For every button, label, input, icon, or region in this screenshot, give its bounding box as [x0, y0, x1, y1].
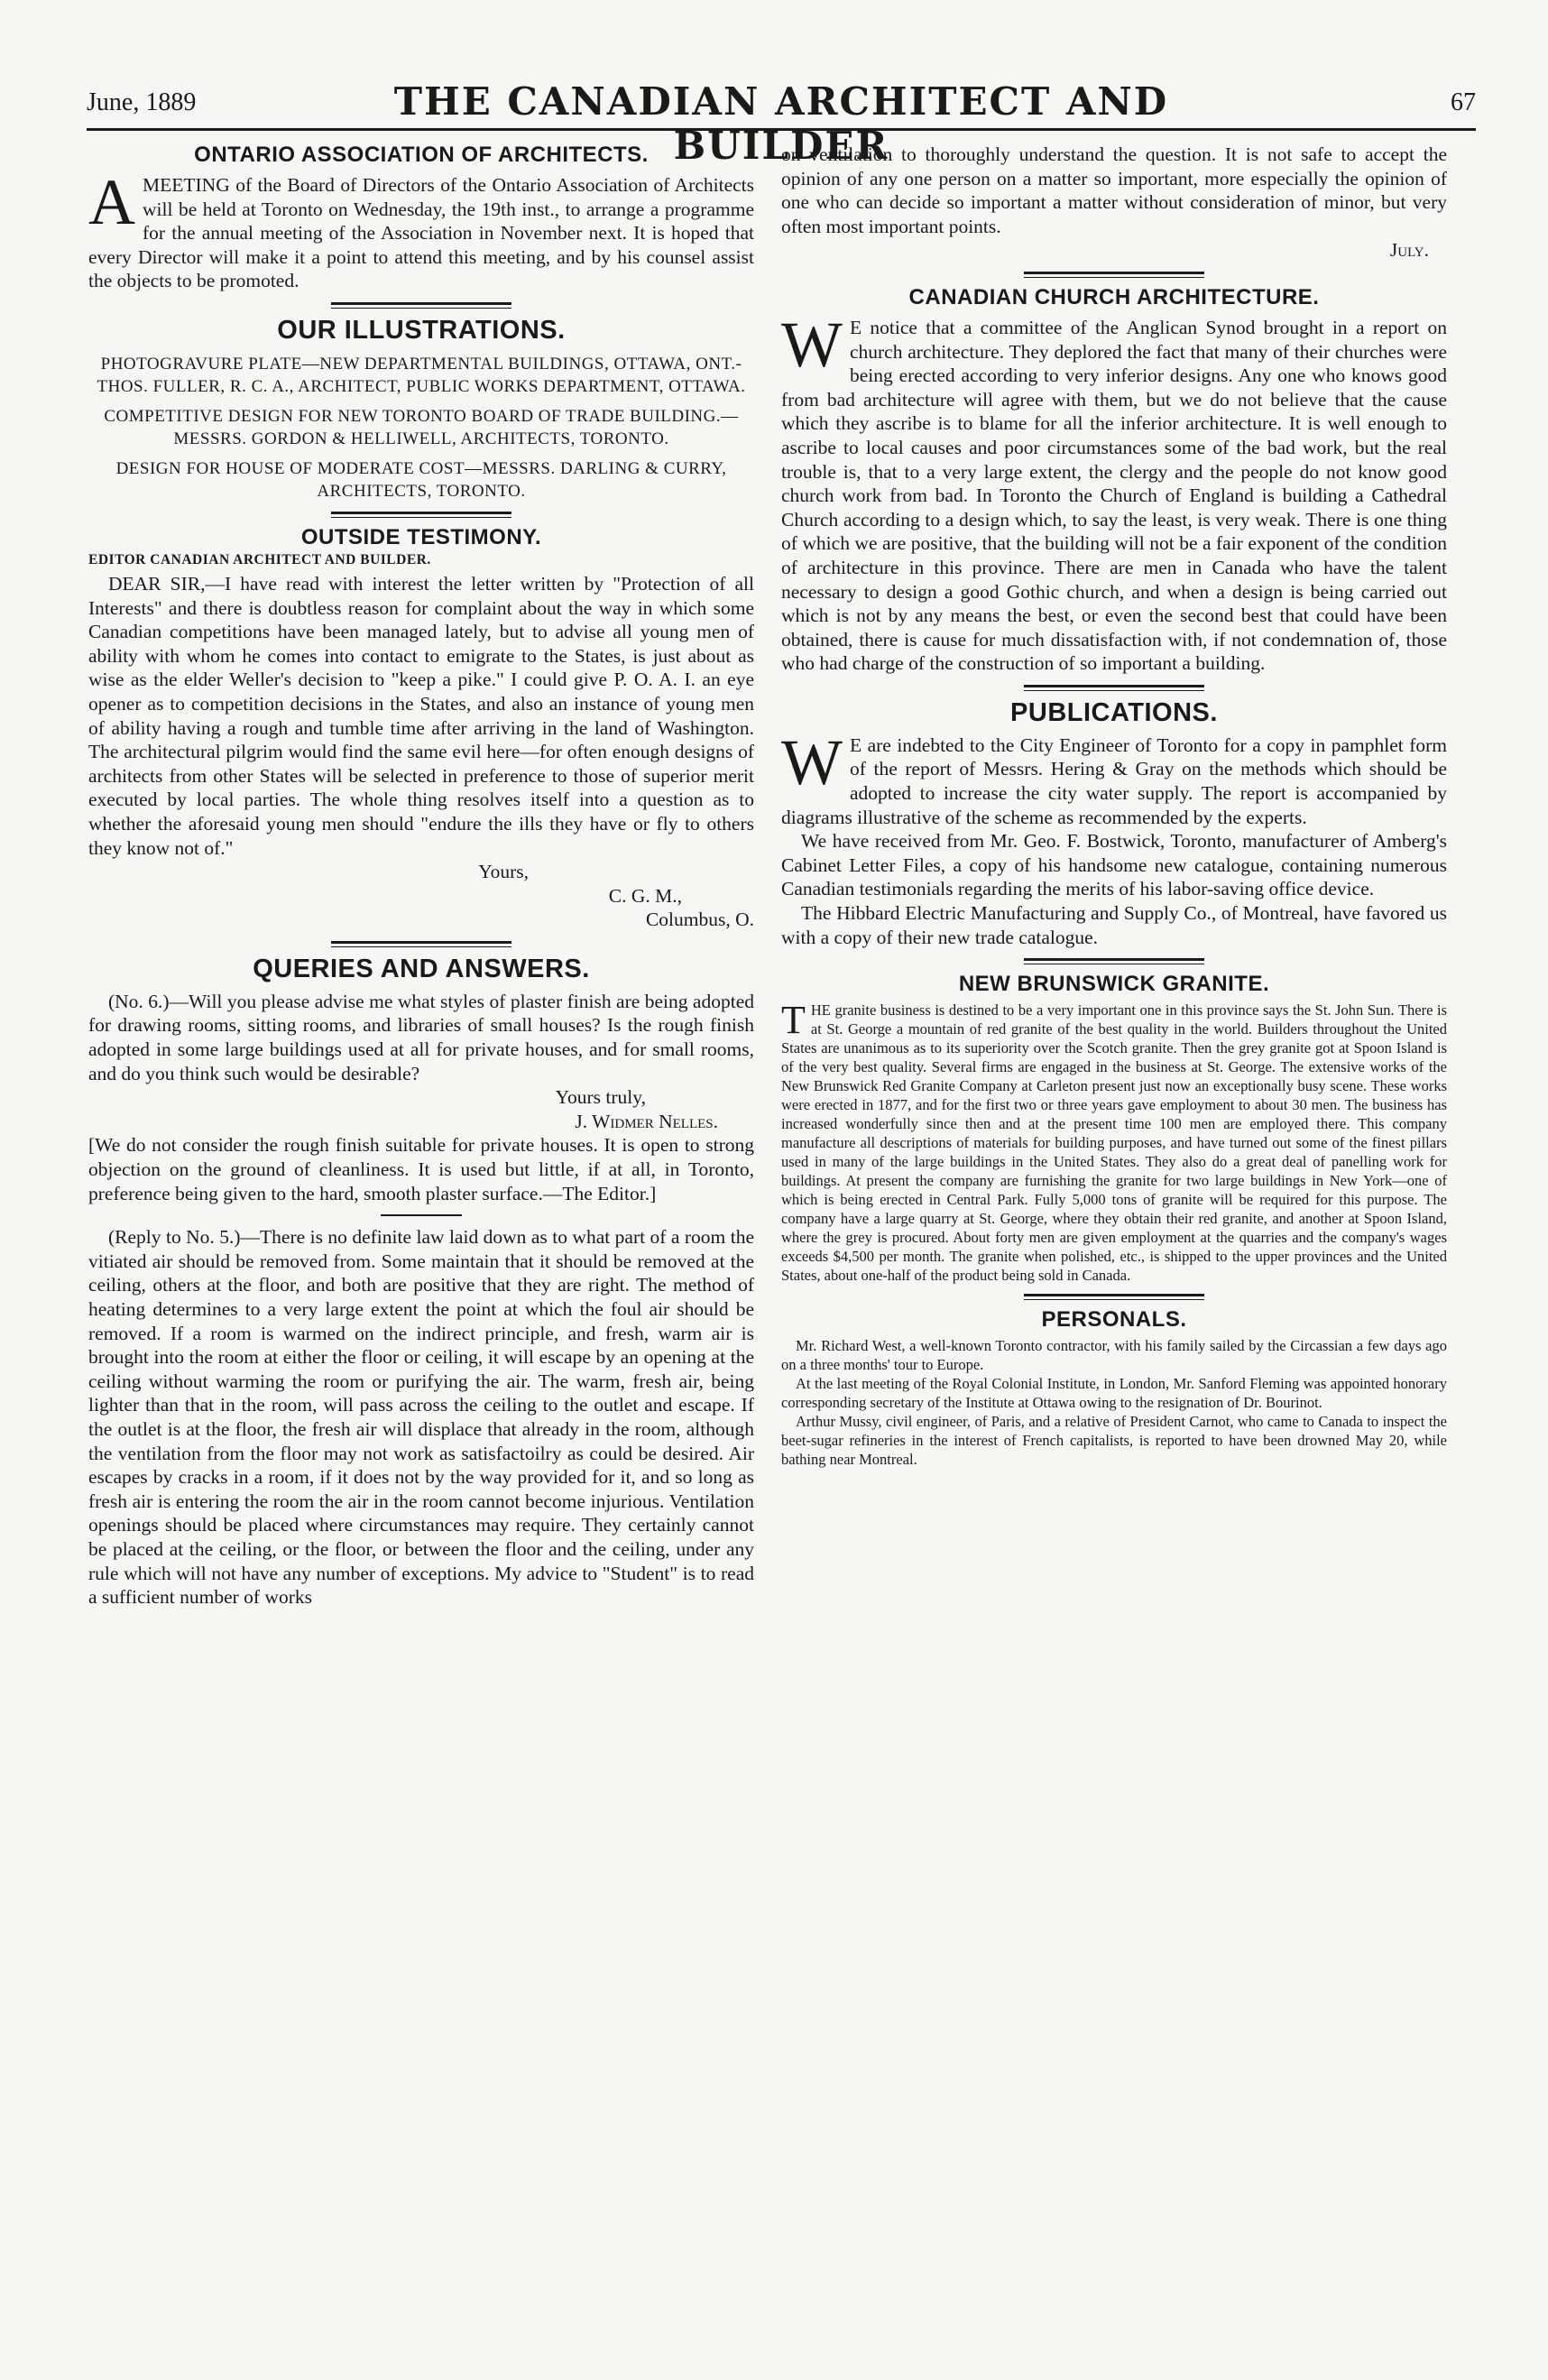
ontario-association-section	[88, 143, 754, 293]
query-no-6: (No. 6.)—Will you please advise me what styles of plaster finish are being adopted for drawing rooms, sitting rooms, and libraries of small houses? Is the rough finish adopted in some large buildings used at all for private houses, and for small rooms, and do you think such would be desirable?	[88, 990, 754, 1084]
testimony-initials: C. G. M.,	[608, 884, 682, 907]
granite-section	[781, 972, 1447, 1285]
section-divider	[331, 941, 511, 947]
reply-no-5-continued: on ventilation to thoroughly understand the question. It is not safe to accept the opinion of any one person on a matter so important, more especially the opinion of one who can decide so important a matter without consideration of minor, but very often most important points.	[781, 143, 1447, 237]
publications-p1: E are indebted to the City Engineer of Toronto for a copy in pamphlet form of the report of Messrs. Hering & Gray on the methods which should be adopted to increase the city water supply. The report is accompanied by diagrams illustrative of the scheme as recommended by the experts.	[781, 733, 1447, 828]
section-divider	[1024, 272, 1204, 278]
short-divider	[381, 1214, 462, 1216]
publications-p2: We have received from Mr. Geo. F. Bostwick, Toronto, manufacturer of Amberg's Cabinet Letter Files, a copy of his handsome new catalogue, containing numerous Canadian testimonials regarding the merits of his labor-saving office device.	[781, 830, 1447, 900]
editor-reply: [We do not consider the rough finish suitable for private houses. It is open to strong objection on the ground of cleanliness. It is used but little, if at all, in Toronto, preference being given to the hard, smooth plaster surface.—The Editor.]	[88, 1134, 754, 1204]
queries-section	[88, 955, 754, 1610]
publications-p3: The Hibbard Electric Manufacturing and Supply Co., of Montreal, have favored us with a copy of their new trade catalogue.	[781, 902, 1447, 948]
personals-p2: At the last meeting of the Royal Colonial Institute, in London, Mr. Sanford Fleming was appointed honorary corresponding secretary of the Institute at Ottawa owing to the resignation of Dr. Bourinot.	[781, 1375, 1447, 1412]
testimony-title: OUTSIDE TESTIMONY.	[300, 524, 542, 549]
dropcap-a: A	[88, 166, 135, 238]
section-divider	[331, 302, 511, 309]
church-architecture-section	[781, 285, 1447, 676]
personals-p3: Arthur Mussy, civil engineer, of Paris, and a relative of President Carnot, who came to Canada to inspect the beet-sugar refineries in the interest of French capitalists, is reported to have been drowned May 20, while bathing near Montreal.	[781, 1413, 1447, 1469]
section-divider	[331, 512, 511, 518]
dropcap-w: W	[781, 725, 843, 798]
ontario-title: ONTARIO ASSOCIATION OF ARCHITECTS.	[194, 143, 649, 167]
illustration-item: PHOTOGRAVURE PLATE—NEW DEPARTMENTAL BUILDINGS, OTTAWA, ONT.- THOS. FULLER, R. C. A., ARCHITECT, PUBLIC WORKS DEPARTMENT, OTTAWA.	[97, 354, 746, 396]
dropcap-w: W	[781, 308, 843, 381]
church-title: CANADIAN CHURCH ARCHITECTURE.	[908, 284, 1320, 309]
reply-no-5: (Reply to No. 5.)—There is no definite law laid down as to what part of a room the vitiated air should be removed from. Some maintain that it should be removed at the ceiling, others at the floor, and both are positive that they are right. The method of heating determines to a very large extent the point at which the foul air should be removed. If a room is warmed on the indirect principle, and fresh, warm air is brought into the room at either the floor or ceiling, it will escape by an opening at the ceiling without warming the room or purifying the air. The warm, fresh air, being lighter than that in the room, will pass across the ceiling to the outlet and escape. If the outlet is at the floor, the fresh air will displace that already in the room, although the ventilation from the floor may not work as satisfactoilry as could be desired. Air escapes by cracks in a room, if it does not by the way provided for it, and so long as fresh air is entering the room the air in the room cannot become injurious. Ventilation openings should be placed where circumstances may require. They certainly cannot be placed at the ceiling, or the floor, or between the floor and the ceiling, under any rule which will not have any number of exceptions. My advice to "Student" is to read a sufficient number of works	[88, 1226, 754, 1609]
outside-testimony-section	[88, 525, 754, 932]
granite-text: HE granite business is destined to be a very important one in this province says the St. John Sun. There is at St. George a mountain of red granite of the best quality in the world. Builders throughout the United States are unanimous as to its superiority over the Scotch granite. Then the grey granite got at Spoon Island is of the very best quality. Several firms are engaged in the business at St. George. The extensive works of the New Brunswick Red Granite Company at Carleton present just now an exceptionally busy scene. These works were erected in 1877, and for the first two or three years gave employment to about 30 men. The business has increased wonderfully since then and at the present time 100 men are employed there. This company manufacture all descriptions of materials for building purposes, and have turned out some of the finest pillars used in many of the large buildings in the United States. They also do a great deal of panelling work for buildings. At present the company are furnishing the granite for two large buildings in New York—one of which is being erected in Central Park. Fully 5,000 tons of granite will be required for this purpose. The company have a large quarry at St. George, where they obtain their red granite, and another at Spoon Island, where the grey is procured. About forty men are given employment at the quarries and the company's wages exceeds $4,500 per month. The granite when polished, etc., is shipped to the upper provinces and the United States, about one-half of the product being sold in Canada.	[781, 1001, 1447, 1285]
left-column	[88, 143, 754, 1610]
masthead: THE CANADIAN ARCHITECT AND BUILDER	[393, 79, 1169, 168]
reply-signature: July.	[1389, 239, 1429, 262]
section-divider	[1024, 1294, 1204, 1300]
publications-title: PUBLICATIONS.	[1010, 697, 1218, 727]
right-column	[781, 143, 1447, 1469]
illustration-item: COMPETITIVE DESIGN FOR NEW TORONTO BOARD OF TRADE BUILDING.—MESSRS. GORDON & HELLIWELL, ARCHITECTS, TORONTO.	[104, 406, 739, 448]
testimony-text: DEAR SIR,—I have read with interest the letter written by "Protection of all Interests" and there is doubtless reason for complaint about the way in which some Canadian competitions have been managed lately, but to advise all young men of ability with whom he comes into contact to emigrate to the States, is just about as wise as the elder Weller's decision to "keep a pike." I could give P. O. A. I. an eye opener as to competition decisions in the States, and also an instance of young men of ability having a rough and tumble time after arriving in the land of Washington. The architectural pilgrim would find the same evil here—for often enough designs of architects from other States will be selected in preference to those of superior merit executed by local parties. The whole thing resolves itself into a question as to whether the aforesaid young men should "endure the ills they have or fly to others they know not of."	[88, 572, 754, 859]
illustrations-section	[88, 316, 754, 503]
issue-date: June, 1889	[87, 88, 197, 116]
section-divider	[1024, 685, 1204, 691]
personals-p1: Mr. Richard West, a well-known Toronto contractor, with his family sailed by the Circassian a few days ago on a three months' tour to Europe.	[781, 1337, 1447, 1374]
illustration-item: DESIGN FOR HOUSE OF MODERATE COST—MESSRS. DARLING & CURRY, ARCHITECTS, TORONTO.	[115, 458, 727, 501]
personals-title: PERSONALS.	[1041, 1307, 1187, 1333]
church-text: E notice that a committee of the Anglican Synod brought in a report on church architecture. They deplored the fact that many of their churches were being erected according to very inferior designs. Any one who knows good from bad architecture will agree with them, but we do not believe that the cause which they ascribe is to blame for all the inferior architecture. It is well enough to ascribe to local causes and poor circumstances some of the bad work, but the real trouble is, that to a very large extent, the clergy and the people do not know good church work from bad. In Toronto the Church of England is building a Cathedral Church according to a design which, to say the least, is very weak. There is one thing of which we are positive, that the building will not be a fair exponent of the condition of architecture in this province. There are men in Canada who have the talent necessary to design a good Gothic church, and when a design is being carried out which is not by any means the best, or even the second best that could have been obtained, there is cause for much dissatisfaction with, if not condemnation of, those who had charge of the construction of so important a building.	[781, 316, 1447, 675]
query-yours: Yours truly,	[555, 1086, 646, 1109]
query-signature: J. Widmer Nelles.	[575, 1110, 718, 1132]
granite-title: NEW BRUNSWICK GRANITE.	[958, 972, 1270, 997]
publications-section	[781, 698, 1447, 949]
testimony-yours: Yours,	[478, 861, 529, 883]
illustrations-title: OUR ILLUSTRATIONS.	[277, 315, 566, 345]
queries-title: QUERIES AND ANSWERS.	[253, 954, 590, 983]
section-divider	[1024, 958, 1204, 964]
dropcap-t: T	[781, 998, 806, 1043]
testimony-place: Columbus, O.	[645, 909, 754, 931]
editor-salutation: EDITOR CANADIAN ARCHITECT AND BUILDER.	[88, 551, 431, 567]
personals-section	[781, 1307, 1447, 1469]
ontario-text: MEETING of the Board of Directors of the Ontario Association of Architects will be held at Toronto on Wednesday, the 19th inst., to arrange a programme for the annual meeting of the Association in November next. It is hoped that every Director will make it a point to attend this meeting, and by his counsel assist the objects to be promoted.	[88, 174, 754, 292]
page-number: 67	[1451, 88, 1476, 116]
